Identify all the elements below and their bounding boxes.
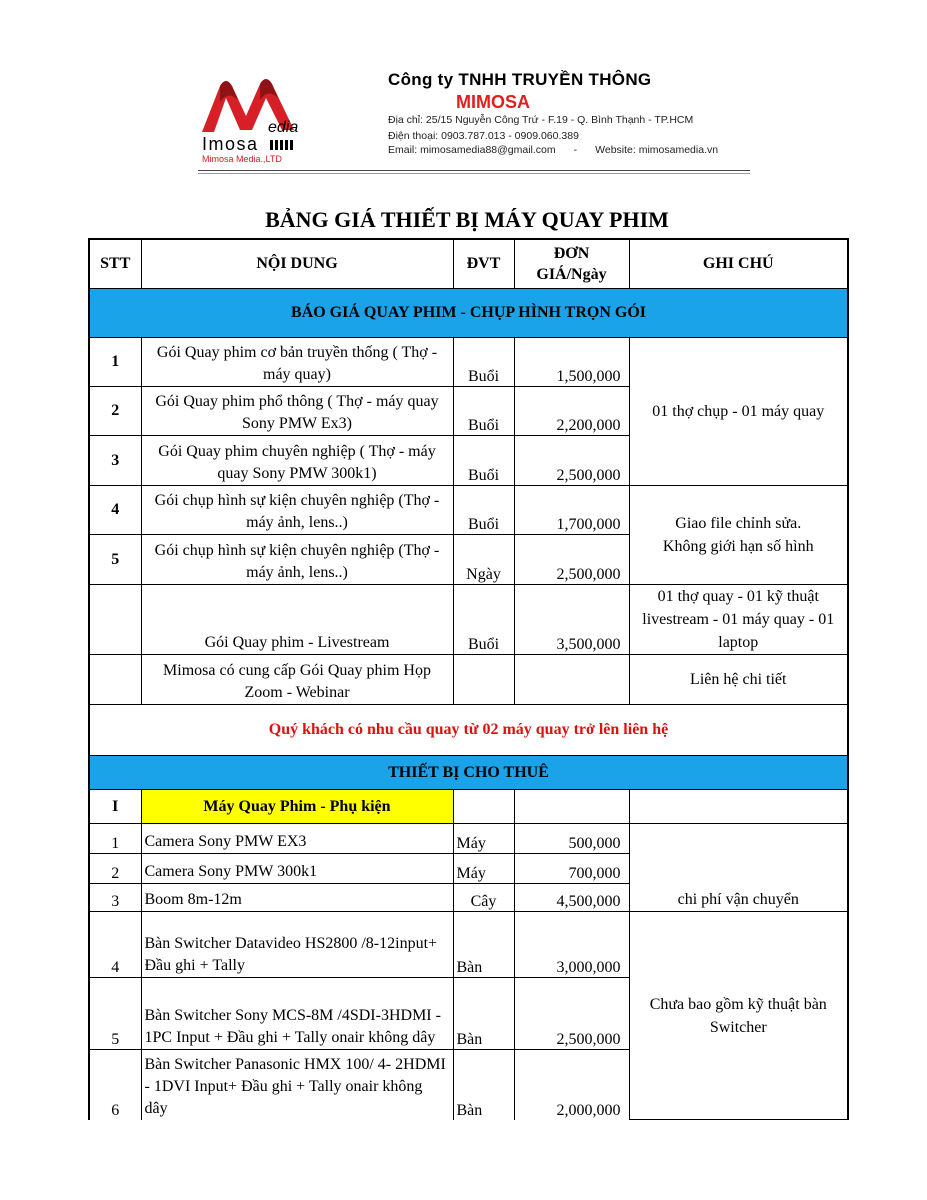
table-row bbox=[89, 486, 848, 535]
notice-text: Quý khách có nhu cầu quay từ 02 máy quay trở lên liên hệ bbox=[89, 705, 848, 756]
row-unit: Máy bbox=[453, 854, 514, 884]
header-rule bbox=[198, 170, 750, 171]
row-content: Gói chụp hình sự kiện chuyên nghiệp (Thợ - máy ảnh, lens..) bbox=[141, 486, 453, 535]
page-title: BẢNG GIÁ THIẾT BỊ MÁY QUAY PHIM bbox=[265, 207, 669, 232]
row-unit bbox=[453, 655, 514, 705]
row-price: 4,500,000 bbox=[514, 884, 629, 912]
row-note: chi phí vận chuyển bbox=[629, 824, 848, 912]
header-rule-secondary bbox=[198, 173, 750, 174]
row-unit: Buổi bbox=[453, 387, 514, 436]
row-stt: 4 bbox=[89, 486, 141, 535]
row-unit: Buổi bbox=[453, 436, 514, 486]
row-price bbox=[514, 655, 629, 705]
row-content: Bàn Switcher Panasonic HMX 100/ 4- 2HDMI - 1DVI Input+ Đầu ghi + Tally onair không dây bbox=[141, 1050, 453, 1120]
svg-text:edia: edia bbox=[268, 119, 299, 136]
row-stt bbox=[89, 585, 141, 655]
table-row bbox=[89, 655, 848, 705]
row-unit: Cây bbox=[453, 884, 514, 912]
company-name: Công ty TNHH TRUYỀN THÔNG bbox=[388, 70, 652, 89]
col-header-price bbox=[514, 239, 629, 289]
col-header-price-line2: GIÁ/Ngày bbox=[536, 266, 607, 283]
row-stt: 5 bbox=[89, 535, 141, 585]
row-stt: 2 bbox=[89, 854, 141, 884]
row-price: 3,500,000 bbox=[514, 585, 629, 655]
company-brand: MIMOSA bbox=[456, 92, 530, 112]
row-price: 2,000,000 bbox=[514, 1050, 629, 1120]
row-stt: 2 bbox=[89, 387, 141, 436]
row-price: 3,000,000 bbox=[514, 912, 629, 978]
row-price: 2,500,000 bbox=[514, 978, 629, 1050]
table-row bbox=[89, 912, 848, 978]
row-unit: Bàn bbox=[453, 1050, 514, 1120]
contact-row bbox=[388, 144, 758, 156]
row-note: 01 thợ quay - 01 kỹ thuật livestream - 01 máy quay - 01 laptop bbox=[629, 585, 848, 655]
row-content: Gói Quay phim chuyên nghiệp ( Thợ - máy quay Sony PMW 300k1) bbox=[141, 436, 453, 486]
row-price: 2,200,000 bbox=[514, 387, 629, 436]
table-row bbox=[89, 824, 848, 854]
row-unit: Buổi bbox=[453, 585, 514, 655]
letterhead bbox=[198, 72, 754, 172]
row-stt: 1 bbox=[89, 824, 141, 854]
row-unit: Máy bbox=[453, 824, 514, 854]
row-price: 700,000 bbox=[514, 854, 629, 884]
contact-separator: - bbox=[573, 144, 578, 156]
col-header-price-line1: ĐƠN bbox=[553, 245, 590, 262]
group-row bbox=[89, 790, 848, 824]
row-unit: Ngày bbox=[453, 535, 514, 585]
svg-text:Mimosa Media.,LTD: Mimosa Media.,LTD bbox=[202, 154, 282, 164]
note-line: Giao file chỉnh sửa. bbox=[675, 515, 802, 532]
company-website: Website: mimosamedia.vn bbox=[595, 144, 719, 156]
section-title-rental: THIẾT BỊ CHO THUÊ bbox=[89, 756, 848, 790]
group-label: Máy Quay Phim - Phụ kiện bbox=[141, 790, 453, 824]
row-price: 2,500,000 bbox=[514, 436, 629, 486]
note-line: Không giới hạn số hình bbox=[662, 538, 814, 555]
row-note: Chưa bao gồm kỹ thuật bàn Switcher bbox=[629, 912, 848, 1120]
group-note-empty bbox=[629, 790, 848, 824]
row-content: Gói Quay phim - Livestream bbox=[141, 585, 453, 655]
row-stt bbox=[89, 655, 141, 705]
company-phone: Điện thoại: 0903.787.013 - 0909.060.389 bbox=[388, 129, 579, 142]
row-content: Gói chụp hình sự kiện chuyên nghiệp (Thợ - máy ảnh, lens..) bbox=[141, 535, 453, 585]
row-note bbox=[629, 486, 848, 585]
row-content: Gói Quay phim cơ bản truyền thống ( Thợ - máy quay) bbox=[141, 338, 453, 387]
col-header-unit: ĐVT bbox=[453, 239, 514, 289]
section-header-row bbox=[89, 289, 848, 338]
row-content: Bàn Switcher Datavideo HS2800 /8-12input+ Đầu ghi + Tally bbox=[141, 912, 453, 978]
row-unit: Bàn bbox=[453, 978, 514, 1050]
row-stt: 3 bbox=[89, 884, 141, 912]
group-number: I bbox=[89, 790, 141, 824]
row-note: 01 thợ chụp - 01 máy quay bbox=[629, 338, 848, 486]
row-price: 500,000 bbox=[514, 824, 629, 854]
row-stt: 6 bbox=[89, 1050, 141, 1120]
row-unit: Bàn bbox=[453, 912, 514, 978]
row-price: 1,500,000 bbox=[514, 338, 629, 387]
row-note: Liên hệ chi tiết bbox=[629, 655, 848, 705]
company-email: Email: mimosamedia88@gmail.com bbox=[388, 144, 556, 156]
section-title-packages: BÁO GIÁ QUAY PHIM - CHỤP HÌNH TRỌN GÓI bbox=[89, 289, 848, 338]
row-content: Bàn Switcher Sony MCS-8M /4SDI-3HDMI - 1PC Input + Đầu ghi + Tally onair không dây bbox=[141, 978, 453, 1050]
row-stt: 4 bbox=[89, 912, 141, 978]
row-unit: Buổi bbox=[453, 338, 514, 387]
row-stt: 3 bbox=[89, 436, 141, 486]
svg-text:Imosa: Imosa bbox=[202, 134, 259, 154]
col-header-note: GHI CHÚ bbox=[629, 239, 848, 289]
row-stt: 1 bbox=[89, 338, 141, 387]
company-info bbox=[388, 72, 758, 156]
row-content: Camera Sony PMW 300k1 bbox=[141, 854, 453, 884]
row-stt: 5 bbox=[89, 978, 141, 1050]
section-header-row bbox=[89, 756, 848, 790]
notice-row bbox=[89, 705, 848, 756]
row-content: Gói Quay phim phổ thông ( Thợ - máy quay Sony PMW Ex3) bbox=[141, 387, 453, 436]
row-content: Mimosa có cung cấp Gói Quay phim Họp Zoom - Webinar bbox=[141, 655, 453, 705]
mimosa-logo-icon bbox=[198, 72, 318, 172]
company-logo bbox=[198, 72, 318, 172]
group-price-empty bbox=[514, 790, 629, 824]
row-price: 2,500,000 bbox=[514, 535, 629, 585]
row-unit: Buổi bbox=[453, 486, 514, 535]
company-address: Địa chỉ: 25/15 Nguyễn Công Trứ - F.19 - Q. Bình Thạnh - TP.HCM bbox=[388, 114, 694, 126]
group-unit-empty bbox=[453, 790, 514, 824]
table-row bbox=[89, 585, 848, 655]
row-content: Boom 8m-12m bbox=[141, 884, 453, 912]
table-row bbox=[89, 338, 848, 387]
col-header-content: NỘI DUNG bbox=[141, 239, 453, 289]
row-price: 1,700,000 bbox=[514, 486, 629, 535]
col-header-stt: STT bbox=[89, 239, 141, 289]
price-table bbox=[88, 238, 849, 1120]
row-content: Camera Sony PMW EX3 bbox=[141, 824, 453, 854]
table-header-row bbox=[89, 239, 848, 289]
